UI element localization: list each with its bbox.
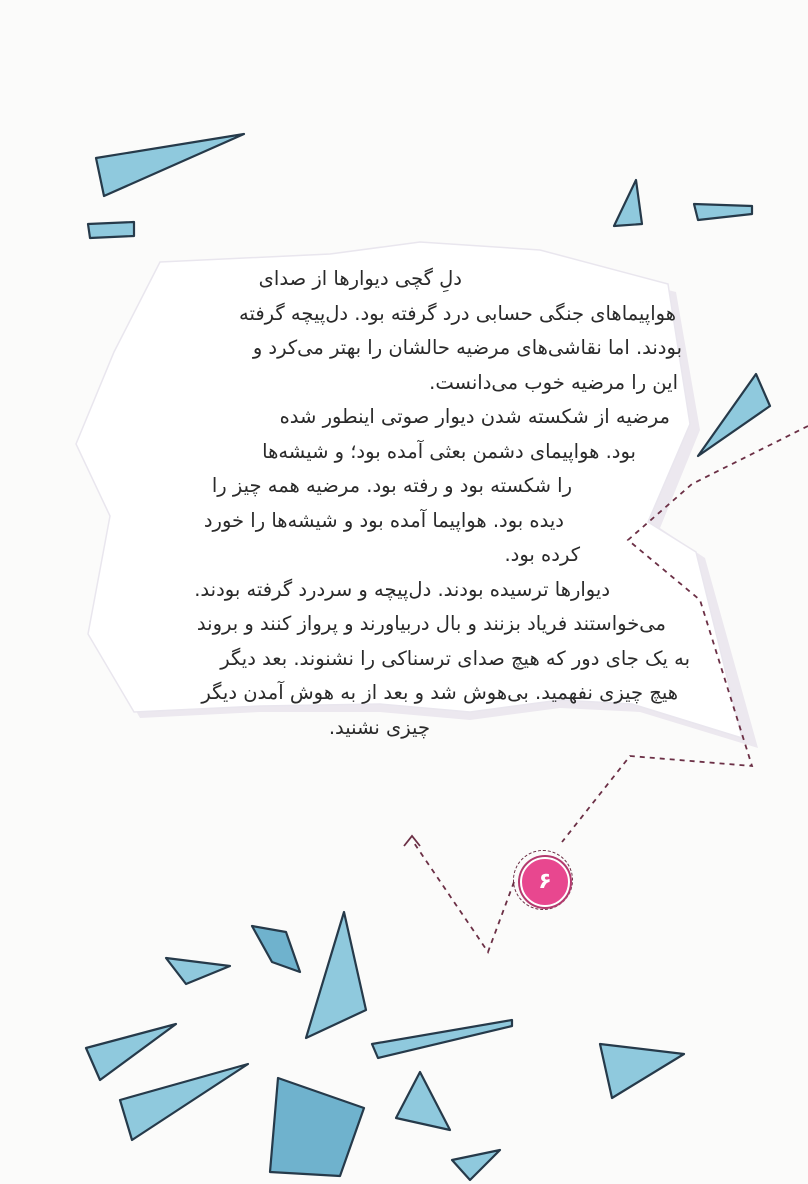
story-line: این را مرضیه خوب می‌دانست. [429,370,678,394]
shard-bottom-middle-long [372,1020,512,1058]
page-number-badge: ۶ [520,857,570,907]
shard-bottom-diamond [252,926,300,972]
shard-bottom-left-long [86,1024,176,1080]
story-text [96,262,700,745]
shard-bottom-thin [166,958,230,984]
story-line: مرضیه از شکسته شدن دیوار صوتی اینطور شده [279,405,670,428]
story-line: کرده بود. [504,543,580,566]
shard-bar-right [694,204,752,220]
story-line: را شکسته بود و رفته بود. مرضیه همه چیز را [211,474,572,497]
shard-right-middle [698,374,770,456]
story-line: دیوارها ترسیده بودند. دل‌پیچه و سردرد گرفته بودند. [194,577,610,601]
shard-bottom-edge [452,1150,500,1180]
story-line: هیچ چیزی نفهمید. بی‌هوش شد و بعد از به هوش آمدن دیگر [201,681,678,704]
story-line: هواپیماهای جنگی حسابی درد گرفته بود. دل‌پیچه گرفته [239,301,676,325]
story-line: دیده بود. هواپیما آمده بود و شیشه‌ها را خورد [203,508,564,532]
shard-top-left [96,134,244,196]
shard-bottom-quad [270,1078,364,1176]
shard-top-middle [614,180,642,226]
story-line: بود. هواپیمای دشمن بعثی آمده بود؛ و شیشه‌ها [262,439,636,463]
shard-bottom-right [600,1044,684,1098]
story-line: به یک جای دور که هیچ صدای ترسناکی را نشنوند. بعد دیگر [220,646,690,670]
story-line: دلِ گچی دیوارها از صدای [258,267,462,290]
shard-bottom-small-triangle [396,1072,450,1130]
shard-bottom-tall [306,912,366,1038]
story-line: بودند. اما نقاشی‌های مرضیه حالشان را بهتر می‌کرد و [252,336,682,359]
flight-arrow-head [404,836,420,846]
shard-bottom-left-wide [120,1064,248,1140]
shard-small-bar-left [88,222,134,238]
story-line: می‌خواستند فریاد بزنند و بال دربیاورند و پرواز کنند و بروند [196,612,666,635]
story-line: چیزی نشنید. [328,715,430,739]
